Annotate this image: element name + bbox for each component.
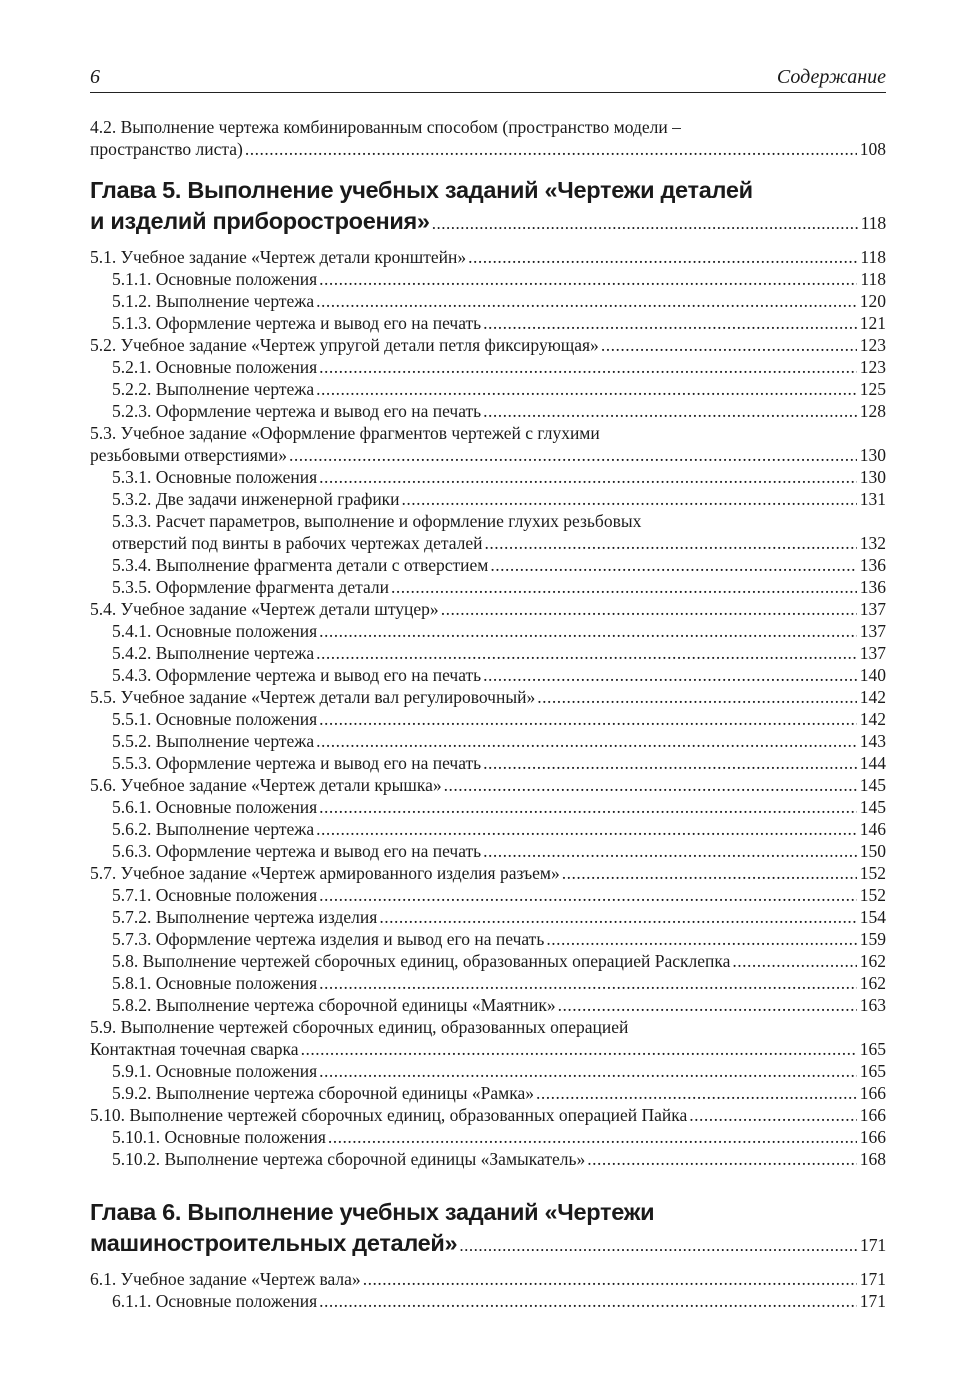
dot-leader [484, 532, 856, 554]
toc-entry-line [112, 1126, 886, 1148]
toc-page-number: 125 [859, 379, 886, 399]
toc-entry-text: Контактная точечная сварка [90, 1039, 299, 1059]
toc-entry[interactable] [90, 774, 886, 796]
toc-page-number: 152 [859, 863, 886, 883]
toc-entry-text: 5.8. Выполнение чертежей сборочных единиц, образованных операцией Расклепка [112, 951, 731, 971]
toc-page-number: 165 [859, 1061, 886, 1081]
toc-entry[interactable] [90, 994, 886, 1016]
toc-entry[interactable] [90, 510, 886, 554]
toc-entry[interactable] [90, 840, 886, 862]
toc-entry-line [90, 598, 886, 620]
toc-page-number: 130 [859, 467, 886, 487]
dot-leader [289, 444, 857, 466]
toc-entry-line [112, 1082, 886, 1104]
toc-entry[interactable] [90, 620, 886, 642]
toc-page-number: 145 [859, 775, 886, 795]
toc-page-number: 118 [860, 269, 886, 289]
toc-page-number: 136 [859, 577, 886, 597]
toc-page-number: 146 [859, 819, 886, 839]
dot-leader [483, 840, 857, 862]
toc-entry[interactable] [90, 884, 886, 906]
toc-entry-text: 5.9.1. Основные положения [112, 1061, 318, 1081]
toc-entry-text: 6.1.1. Основные положения [112, 1291, 318, 1311]
toc-entry-text: 5.6. Учебное задание «Чертеж детали крышка» [90, 775, 442, 795]
toc-entry-text: 5.2.2. Выполнение чертежа [112, 379, 315, 399]
toc-chapter-heading[interactable] [90, 1197, 886, 1261]
toc-entry[interactable] [90, 488, 886, 510]
dot-leader [432, 206, 858, 239]
toc-entry-line [90, 1104, 886, 1126]
toc-entry[interactable] [90, 642, 886, 664]
toc-page-number: 120 [859, 291, 886, 311]
toc-entry-line [112, 400, 886, 422]
toc-entry-text: 5.10.2. Выполнение чертежа сборочной единицы «Замыкатель» [112, 1149, 586, 1169]
dot-leader [319, 708, 857, 730]
toc-entry-text: 5.10.1. Основные положения [112, 1127, 326, 1147]
toc-entry-text: 5.7.1. Основные положения [112, 885, 318, 905]
toc-entry-text: 5.3.3. Расчет параметров, выполнение и оформление глухих резьбовых [112, 511, 642, 531]
toc-entry-line [112, 466, 886, 488]
toc-entry-text: 5.5. Учебное задание «Чертеж детали вал регулировочный» [90, 687, 536, 707]
toc-entry-text: Глава 6. Выполнение учебных заданий «Чертежи [90, 1199, 655, 1225]
page [90, 60, 886, 1312]
toc-entry[interactable] [90, 796, 886, 818]
dot-leader [316, 642, 857, 664]
dot-leader [316, 730, 857, 752]
toc-entry-line [112, 1060, 886, 1082]
page-header [90, 60, 886, 93]
toc-entry-text: 5.2.1. Основные положения [112, 357, 318, 377]
toc-entry-line [112, 950, 886, 972]
toc-entry[interactable] [90, 378, 886, 400]
toc-entry-line [112, 796, 886, 818]
toc-page-number: 137 [859, 599, 886, 619]
toc-page-number: 145 [859, 797, 886, 817]
toc-entry-text: 5.3. Учебное задание «Оформление фрагментов чертежей с глухими [90, 423, 600, 443]
toc-entry[interactable] [90, 972, 886, 994]
toc-page-number: 162 [859, 951, 886, 971]
dot-leader [316, 290, 857, 312]
dot-leader [483, 312, 857, 334]
dot-leader [319, 620, 857, 642]
toc-entry-line [90, 686, 886, 708]
toc-entry-text: 5.5.2. Выполнение чертежа [112, 731, 315, 751]
dot-leader [319, 268, 857, 290]
dot-leader [562, 862, 857, 884]
toc-page-number: 118 [860, 247, 886, 267]
toc-chapter-heading[interactable] [90, 175, 886, 239]
toc-entry-text: 5.1.1. Основные положения [112, 269, 318, 289]
toc-entry[interactable] [90, 1290, 886, 1312]
toc-entry[interactable] [90, 928, 886, 950]
toc-entry-line [112, 1290, 886, 1312]
toc-entry-line [112, 312, 886, 334]
toc-entry[interactable] [90, 906, 886, 928]
toc-entry-text: 5.5.3. Оформление чертежа и вывод его на печать [112, 753, 482, 773]
dot-leader [444, 774, 857, 796]
toc-entry-text: 5.8.1. Основные положения [112, 973, 318, 993]
toc-entry-line [112, 356, 886, 378]
toc-entry-text: 5.6.3. Оформление чертежа и вывод его на печать [112, 841, 482, 861]
toc-entry-text: машиностроительных деталей» [90, 1230, 458, 1256]
dot-leader [732, 950, 856, 972]
toc-entry-line [112, 906, 886, 928]
toc-entry-text: пространство листа) [90, 139, 243, 159]
dot-leader [402, 488, 857, 510]
toc-entry-text: 5.7.3. Оформление чертежа изделия и вывод его на печать [112, 929, 545, 949]
dot-leader [536, 1082, 857, 1104]
toc-page-number: 171 [859, 1269, 886, 1289]
toc-entry-line [112, 752, 886, 774]
toc-entry-text: 5.4.2. Выполнение чертежа [112, 643, 315, 663]
toc-entry-text: 5.6.1. Основные положения [112, 797, 318, 817]
dot-leader [319, 796, 857, 818]
toc-page-number: 166 [859, 1105, 886, 1125]
toc-entry-line [90, 862, 886, 884]
toc-entry-text: 5.10. Выполнение чертежей сборочных единиц, образованных операцией Пайка [90, 1105, 688, 1125]
toc-entry-text: Глава 5. Выполнение учебных заданий «Чертежи деталей [90, 177, 753, 203]
toc-entry[interactable] [90, 466, 886, 488]
toc-entry-text: 5.3.5. Оформление фрагмента детали [112, 577, 389, 597]
toc-page-number: 165 [859, 1039, 886, 1059]
toc-entry-line [112, 840, 886, 862]
toc-page-number: 140 [859, 665, 886, 685]
toc-entry-text: резьбовыми отверстиями» [90, 445, 287, 465]
toc-page-number: 137 [859, 643, 886, 663]
toc-entry-text: 5.1. Учебное задание «Чертеж детали кронштейн» [90, 247, 467, 267]
toc-entry-text: 4.2. Выполнение чертежа комбинированным способом (пространство модели – [90, 117, 681, 137]
toc-page-number: 159 [859, 929, 886, 949]
toc-entry-text: 5.1.3. Оформление чертежа и вывод его на печать [112, 313, 482, 333]
toc-entry-line [112, 730, 886, 752]
dot-leader [483, 664, 857, 686]
toc-entry-text: 5.8.2. Выполнение чертежа сборочной единицы «Маятник» [112, 995, 556, 1015]
dot-leader [319, 1060, 857, 1082]
toc-entry-line [112, 290, 886, 312]
dot-leader [601, 334, 857, 356]
dot-leader [328, 1126, 857, 1148]
toc-entry-line [112, 620, 886, 642]
toc-page-number: 121 [859, 313, 886, 333]
toc-entry-line [112, 642, 886, 664]
toc-entry-text: 5.2. Учебное задание «Чертеж упругой детали петля фиксирующая» [90, 335, 599, 355]
toc-entry[interactable] [90, 1060, 886, 1082]
toc-entry[interactable] [90, 422, 886, 466]
toc-entry-line [90, 774, 886, 796]
toc-page-number: 168 [859, 1149, 886, 1169]
toc-entry-line [112, 488, 886, 510]
toc-entry[interactable] [90, 1268, 886, 1290]
toc-page-number: 166 [859, 1127, 886, 1147]
toc-page-number: 131 [859, 489, 886, 509]
toc-entry-text: 5.7. Учебное задание «Чертеж армированного изделия разъем» [90, 863, 560, 883]
toc-entry[interactable] [90, 664, 886, 686]
toc-page-number: 128 [859, 401, 886, 421]
toc-entry-text: 5.3.2. Две задачи инженерной графики [112, 489, 400, 509]
toc-entry[interactable] [90, 862, 886, 884]
toc-entry[interactable] [90, 312, 886, 334]
dot-leader [459, 1228, 857, 1261]
toc-entry-text: 5.4. Учебное задание «Чертеж детали штуцер» [90, 599, 439, 619]
toc-page-number: 150 [859, 841, 886, 861]
toc-page-number: 143 [859, 731, 886, 751]
toc-entry-text: отверстий под винты в рабочих чертежах деталей [112, 533, 483, 553]
toc-entry[interactable] [90, 1148, 886, 1170]
toc-entry-line [112, 1148, 886, 1170]
dot-leader [245, 138, 857, 160]
dot-leader [316, 378, 857, 400]
page-number: 6 [90, 66, 100, 88]
toc-entry-text: 5.4.1. Основные положения [112, 621, 318, 641]
toc-page-number: 142 [859, 709, 886, 729]
toc-page-number: 130 [859, 445, 886, 465]
toc-page-number: 123 [859, 335, 886, 355]
toc-entry[interactable] [90, 268, 886, 290]
toc-entry[interactable] [90, 598, 886, 620]
toc-entry-line [112, 884, 886, 906]
dot-leader [441, 598, 857, 620]
toc-page-number: 132 [859, 533, 886, 553]
toc-entry[interactable] [90, 554, 886, 576]
toc-entry[interactable] [90, 1016, 886, 1060]
toc-entry[interactable] [90, 116, 886, 160]
toc-entry-line [112, 818, 886, 840]
toc-entry[interactable] [90, 1104, 886, 1126]
dot-leader [379, 906, 856, 928]
dot-leader [319, 466, 857, 488]
toc-entry-line [112, 268, 886, 290]
toc-entry[interactable] [90, 576, 886, 598]
toc-entry[interactable] [90, 1082, 886, 1104]
toc-entry-line [90, 206, 886, 239]
toc-page-number: 118 [860, 213, 886, 233]
dot-leader [689, 1104, 857, 1126]
toc-entry-text: 6.1. Учебное задание «Чертеж вала» [90, 1269, 361, 1289]
dot-leader [319, 972, 857, 994]
toc-entry-text: 5.3.1. Основные положения [112, 467, 318, 487]
toc-entry-text: 5.9. Выполнение чертежей сборочных единиц, образованных операцией [90, 1017, 629, 1037]
toc-entry-line [112, 928, 886, 950]
toc-entry[interactable] [90, 686, 886, 708]
toc-page-number: 142 [859, 687, 886, 707]
toc-entry-line [112, 664, 886, 686]
dot-leader [587, 1148, 857, 1170]
toc-entry[interactable] [90, 708, 886, 730]
toc-entry-line [90, 1038, 886, 1060]
dot-leader [301, 1038, 857, 1060]
dot-leader [363, 1268, 857, 1290]
toc-entry-line [90, 1268, 886, 1290]
toc-entry-text: 5.3.4. Выполнение фрагмента детали с отверстием [112, 555, 489, 575]
toc-entry[interactable] [90, 1126, 886, 1148]
toc-page-number: 152 [859, 885, 886, 905]
toc-entry-line [112, 554, 886, 576]
dot-leader [558, 994, 857, 1016]
toc-entry[interactable] [90, 400, 886, 422]
dot-leader [483, 752, 857, 774]
toc-entry[interactable] [90, 356, 886, 378]
toc-page-number: 154 [859, 907, 886, 927]
toc-page-number: 171 [859, 1235, 886, 1255]
toc-entry-line [90, 444, 886, 466]
dot-leader [319, 356, 857, 378]
toc-entry-line [112, 532, 886, 554]
dot-leader [316, 818, 857, 840]
toc-page-number: 144 [859, 753, 886, 773]
toc-page-number: 137 [859, 621, 886, 641]
dot-leader [490, 554, 856, 576]
dot-leader [483, 400, 857, 422]
toc-entry-text: 5.9.2. Выполнение чертежа сборочной единицы «Рамка» [112, 1083, 534, 1103]
toc-page-number: 163 [859, 995, 886, 1015]
toc-entry[interactable] [90, 950, 886, 972]
dot-leader [319, 884, 857, 906]
toc-page-number: 108 [859, 139, 886, 159]
toc-entry[interactable] [90, 752, 886, 774]
toc-entry-line [112, 708, 886, 730]
toc-entry-text: 5.7.2. Выполнение чертежа изделия [112, 907, 378, 927]
toc-entry-line [90, 246, 886, 268]
toc-entry-text: 5.5.1. Основные положения [112, 709, 318, 729]
toc-entry-line [90, 1228, 886, 1261]
toc-entry-line [90, 138, 886, 160]
toc-entry-text: и изделий приборостроения» [90, 208, 430, 234]
toc-entry[interactable] [90, 334, 886, 356]
toc-entry[interactable] [90, 730, 886, 752]
toc-entry-text: 5.2.3. Оформление чертежа и вывод его на печать [112, 401, 482, 421]
toc-entry-line [112, 972, 886, 994]
toc-entry-line [112, 576, 886, 598]
toc-page-number: 136 [859, 555, 886, 575]
toc-entry-text: 5.4.3. Оформление чертежа и вывод его на печать [112, 665, 482, 685]
dot-leader [468, 246, 857, 268]
dot-leader [537, 686, 857, 708]
toc-page-number: 166 [859, 1083, 886, 1103]
running-title: Содержание [776, 66, 886, 88]
toc-entry[interactable] [90, 290, 886, 312]
toc-entry-line [112, 378, 886, 400]
toc-entry-text: 5.6.2. Выполнение чертежа [112, 819, 315, 839]
toc-entry[interactable] [90, 818, 886, 840]
table-of-contents [90, 116, 886, 1312]
toc-entry[interactable] [90, 246, 886, 268]
dot-leader [319, 1290, 857, 1312]
dot-leader [546, 928, 856, 950]
toc-page-number: 171 [859, 1291, 886, 1311]
dot-leader [391, 576, 857, 598]
toc-page-number: 162 [859, 973, 886, 993]
toc-entry-line [112, 994, 886, 1016]
toc-entry-text: 5.1.2. Выполнение чертежа [112, 291, 315, 311]
toc-page-number: 123 [859, 357, 886, 377]
toc-entry-line [90, 334, 886, 356]
